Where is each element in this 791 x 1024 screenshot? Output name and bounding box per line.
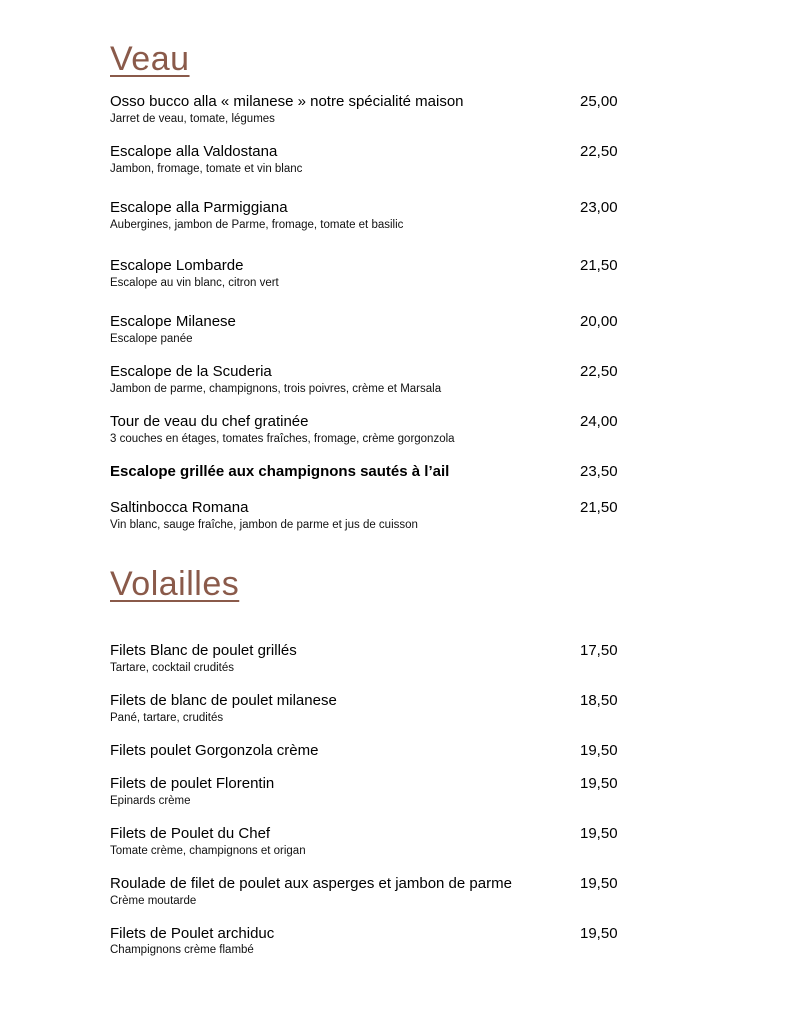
item-price: 17,50 [580, 642, 618, 659]
item-price: 18,50 [580, 692, 618, 709]
item-description: 3 couches en étages, tomates fraîches, fromage, crème gorgonzola [110, 433, 455, 445]
item-price: 19,50 [580, 925, 618, 942]
item-description: Jarret de veau, tomate, légumes [110, 113, 275, 125]
item-name: Saltinbocca Romana [110, 499, 249, 516]
item-name: Escalope alla Valdostana [110, 143, 278, 160]
item-price: 21,50 [580, 257, 618, 274]
item-name: Osso bucco alla « milanese » notre spécialité maison [110, 93, 464, 110]
item-price: 25,00 [580, 93, 618, 110]
item-description: Crème moutarde [110, 895, 197, 907]
item-description: Epinards crème [110, 795, 191, 807]
section-title-veau: Veau [110, 40, 190, 78]
item-description: Aubergines, jambon de Parme, fromage, tomate et basilic [110, 219, 404, 231]
item-price: 24,00 [580, 413, 618, 430]
item-description: Jambon, fromage, tomate et vin blanc [110, 163, 303, 175]
item-name: Filets de blanc de poulet milanese [110, 692, 337, 709]
item-description: Escalope panée [110, 333, 193, 345]
item-description: Champignons crème flambé [110, 944, 254, 956]
item-price: 19,50 [580, 825, 618, 842]
section-title-volailles: Volailles [110, 565, 240, 603]
item-description: Vin blanc, sauge fraîche, jambon de parme et jus de cuisson [110, 519, 418, 531]
item-name: Filets de poulet Florentin [110, 775, 275, 792]
item-price: 21,50 [580, 499, 618, 516]
item-name: Escalope Lombarde [110, 257, 244, 274]
item-name: Escalope alla Parmiggiana [110, 199, 288, 216]
item-price: 19,50 [580, 742, 618, 759]
item-price: 23,50 [580, 463, 618, 480]
item-name: Tour de veau du chef gratinée [110, 413, 309, 430]
item-name: Filets poulet Gorgonzola crème [110, 742, 319, 759]
item-name: Filets de Poulet archiduc [110, 925, 275, 942]
item-name: Escalope de la Scuderia [110, 363, 272, 380]
item-price: 19,50 [580, 775, 618, 792]
item-price: 23,00 [580, 199, 618, 216]
item-description: Jambon de parme, champignons, trois poivres, crème et Marsala [110, 383, 442, 395]
item-name: Filets Blanc de poulet grillés [110, 642, 297, 659]
item-name: Filets de Poulet du Chef [110, 825, 271, 842]
item-description: Tomate crème, champignons et origan [110, 845, 306, 857]
item-name: Escalope grillée aux champignons sautés à l’ail [110, 463, 450, 480]
item-price: 22,50 [580, 363, 618, 380]
item-price: 22,50 [580, 143, 618, 160]
item-description: Escalope au vin blanc, citron vert [110, 277, 279, 289]
item-price: 20,00 [580, 313, 618, 330]
item-name: Escalope Milanese [110, 313, 236, 330]
item-description: Pané, tartare, crudités [110, 712, 224, 724]
item-description: Tartare, cocktail crudités [110, 662, 234, 674]
item-name: Roulade de filet de poulet aux asperges et jambon de parme [110, 875, 512, 892]
item-price: 19,50 [580, 875, 618, 892]
